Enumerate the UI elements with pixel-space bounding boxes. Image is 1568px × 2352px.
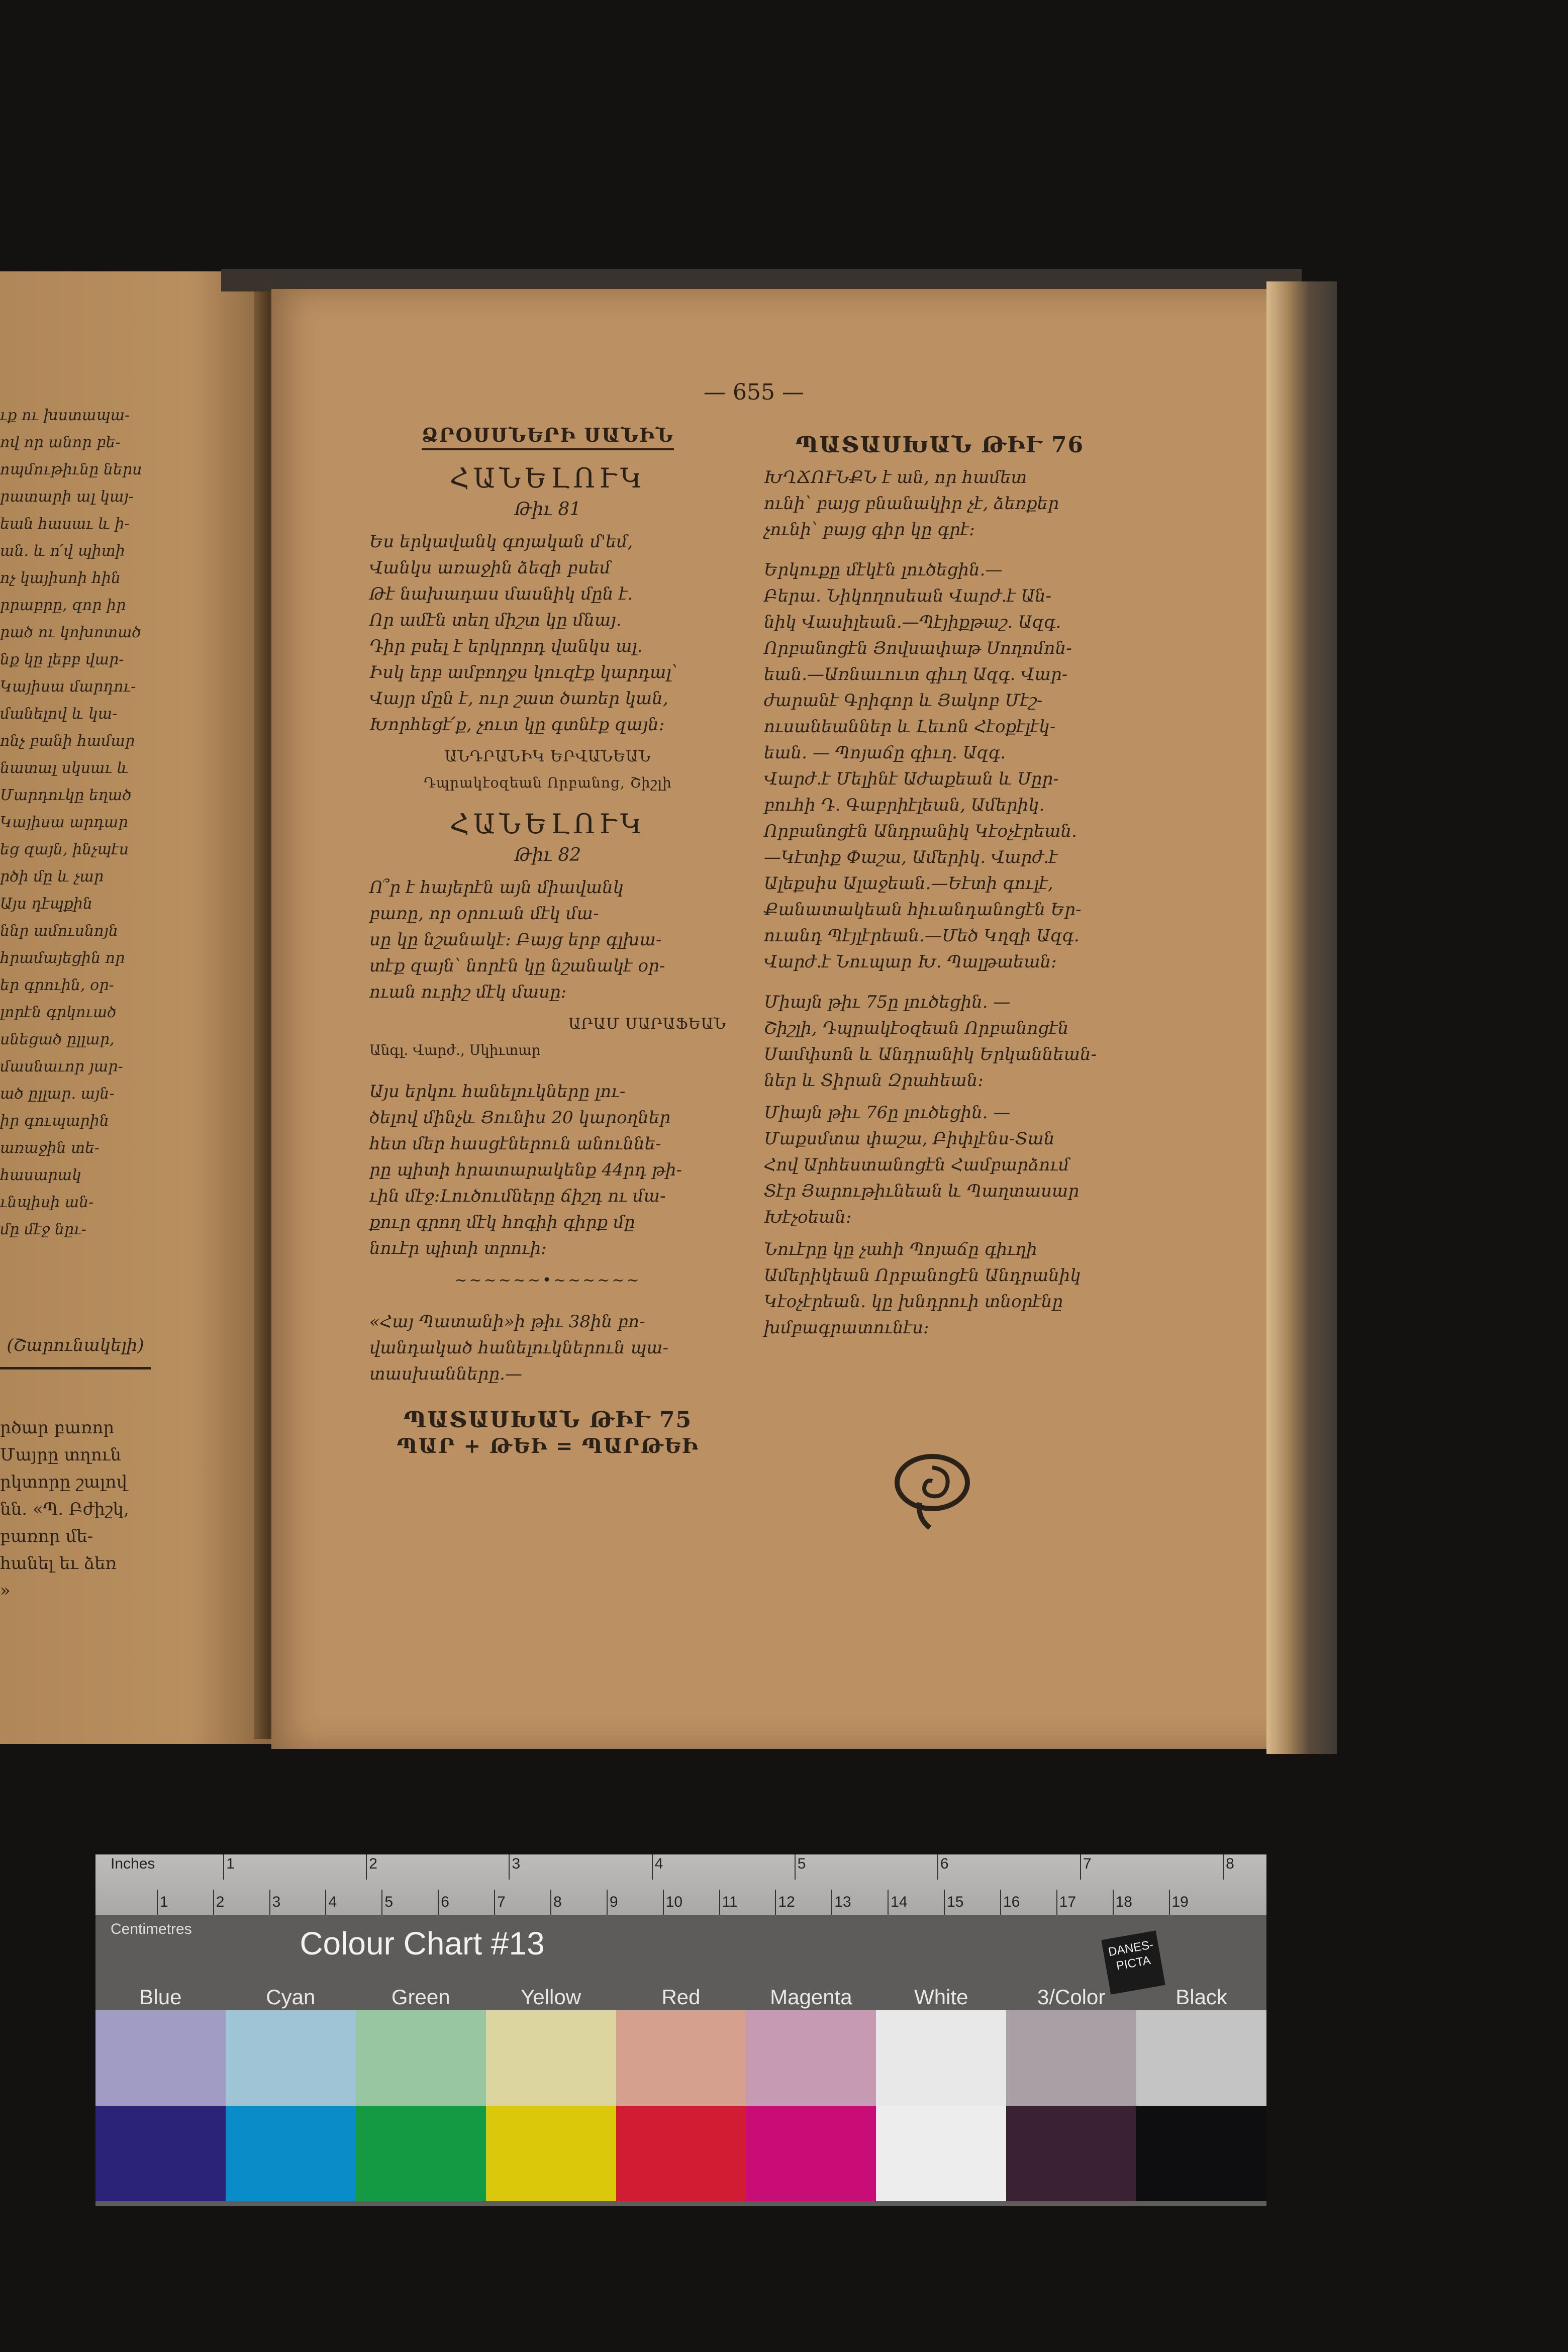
text-line: Մայրը տղուն — [0, 1445, 121, 1465]
text-line: սը կը նշանակէ։ Բայց երբ գլխա- — [369, 930, 662, 950]
ornament-divider: ~~~~~~•~~~~~~ — [454, 1271, 641, 1289]
solvers-75 — [764, 989, 1116, 1094]
text-line: իր գուպարին — [0, 1112, 109, 1130]
text-line: Միայն թիւ 75ը լուծեցին. — — [764, 992, 1011, 1012]
closing-note — [764, 1236, 1116, 1341]
chart-title: Colour Chart #13 — [300, 1925, 545, 1962]
answer75-title: ՊԱՏԱՍԽԱՆ ԹԻՒ 75 — [403, 1407, 693, 1433]
text-line: նատալ սկսաւ և — [0, 759, 129, 777]
notice-paragraph — [369, 1079, 726, 1261]
cm-tick-label: 5 — [384, 1894, 394, 1910]
swatch-label: Black — [1175, 1985, 1227, 2009]
text-line: առաջին տե- — [0, 1139, 100, 1157]
text-line: Ալեքսիս Ալաջեան.—Եէտի գուլէ, — [764, 873, 1053, 894]
color-swatch — [876, 2010, 1006, 2106]
text-line: հրամայեցին որ — [0, 949, 125, 967]
cm-tick — [944, 1890, 945, 1915]
answers-column — [764, 432, 1116, 1347]
puzzle2-author: ԱՐԱՄ ՍԱՐԱՖԵԱՆ — [568, 1015, 726, 1033]
text-line: տասխանները.— — [369, 1364, 522, 1384]
text-line: Կայիսա արդար — [0, 814, 128, 831]
puzzle1-school: Դպրակէօզեան Որբանոց, Շիշլի — [424, 774, 672, 791]
text-line: Շիշլի, Դպրակէօզեան Որբանոցէն — [764, 1018, 1069, 1038]
inch-tick-label: 2 — [369, 1855, 377, 1872]
text-line: Հով Արհեստանոցէն Համբարձում — [764, 1155, 1069, 1175]
centimetres-label: Centimetres — [111, 1921, 192, 1937]
color-swatch — [616, 2106, 746, 2201]
ornament-emblem-icon — [890, 1447, 975, 1538]
cm-tick — [607, 1890, 608, 1915]
cm-tick — [775, 1890, 776, 1915]
text-line: լորէն գրկուած — [0, 1004, 117, 1021]
cm-tick-label: 1 — [159, 1894, 168, 1910]
text-line: Երկուքը մէկէն լուծեցին.— — [764, 560, 1003, 580]
puzzle2-number: Թիւ 82 — [514, 845, 581, 865]
text-line: ած ըլլար. այն- — [0, 1085, 115, 1103]
answer76-text — [764, 464, 1116, 543]
footnote-paragraph — [369, 1309, 726, 1387]
color-swatch — [876, 2106, 1006, 2201]
brand-logo: DANES-PICTA — [1101, 1930, 1165, 1994]
swatch-row-dark — [95, 2106, 1266, 2201]
text-line: եան. — Պոյաճը գիւղ. Ազգ. — [764, 743, 1006, 763]
text-line: ոչ կայիսոի հին — [0, 569, 121, 587]
colour-chart — [95, 1854, 1266, 2206]
text-line: Կայիսա մարդու- — [0, 678, 136, 696]
spine-top — [221, 269, 1302, 291]
puzzles-column — [369, 422, 726, 1459]
left-page-bottom-text — [0, 1335, 151, 1604]
text-line: Տէր Յարութիւնեան և Պաղտասար — [764, 1181, 1080, 1201]
color-swatch — [356, 2106, 486, 2201]
inch-tick — [223, 1854, 224, 1880]
inch-tick-label: 3 — [512, 1855, 521, 1872]
text-line: ուսանեաններ և Լեւոն Հէօքէլէկ- — [764, 717, 1056, 737]
text-line: եց զայն, ինչպէս — [0, 841, 129, 858]
puzzle2-text — [369, 874, 726, 1005]
text-line: րած ու կոխոտած — [0, 624, 141, 641]
answer75-formula: ՊԱՐ + ԹԵԻ = ՊԱՐԹԵԻ — [397, 1434, 699, 1458]
text-line: ւնպիսի ան- — [0, 1194, 94, 1211]
color-swatch — [95, 2010, 226, 2106]
text-line: հետ մեր հասցէներուն անուննե- — [369, 1134, 661, 1154]
solvers-both — [764, 557, 1116, 975]
color-swatch — [226, 2010, 356, 2106]
text-line: ոպմութիւնը ներս — [0, 461, 142, 478]
text-line: րկտորը շալով — [0, 1472, 128, 1492]
cm-tick — [1169, 1890, 1170, 1915]
cm-tick-label: 10 — [665, 1894, 683, 1910]
text-line: սնեցած ըլլար, — [0, 1031, 115, 1048]
color-swatch — [1006, 2106, 1136, 2201]
color-swatch — [746, 2106, 876, 2201]
text-line: Բերա. Նիկողոսեան Վարժ.է Ան- — [764, 586, 1052, 606]
measurement-ruler — [95, 1854, 1266, 1937]
inch-tick — [1223, 1854, 1224, 1880]
cm-tick-label: 2 — [216, 1894, 225, 1910]
text-line: Թէ նախադաս մասնիկ մըն է. — [369, 584, 633, 604]
text-line: րծար բառոր — [0, 1418, 115, 1438]
text-line: ւք ու խստապա- — [0, 407, 130, 424]
inch-tick — [1080, 1854, 1081, 1880]
swatch-label: Magenta — [770, 1985, 852, 2009]
text-line: Միայն թիւ 76ը լուծեցին. — — [764, 1103, 1011, 1123]
inch-tick-label: 4 — [654, 1855, 663, 1872]
cm-tick — [663, 1890, 664, 1915]
text-line: եան հասաւ և ի- — [0, 515, 130, 533]
section-heading: ՁՐՕՍՍՆԵՐԻ ՍԱՆԻՆ — [422, 422, 674, 450]
cm-tick — [494, 1890, 495, 1915]
color-swatch — [746, 2010, 876, 2106]
color-swatch — [356, 2010, 486, 2106]
text-line: րը պիտի հրատարակենք 44րդ թի- — [369, 1160, 682, 1180]
cm-tick-label: 19 — [1171, 1894, 1189, 1910]
signoff: (Շարունակելի) — [7, 1335, 144, 1355]
text-line: Խորհեցէ՛ք, չուտ կը գտնէք զայն։ — [369, 715, 665, 735]
cm-tick — [213, 1890, 214, 1915]
inch-tick — [652, 1854, 653, 1880]
text-line: նիկ Վասիլեան.—Պէյիքթաշ. Ազգ. — [764, 612, 1061, 632]
text-line: Որ ամէն տեղ միշտ կը մնայ. — [369, 610, 622, 630]
cm-tick — [438, 1890, 439, 1915]
color-swatch — [1136, 2106, 1266, 2201]
text-line: Վարժ.է Մելինէ Աժաքեան և Սըր- — [764, 769, 1059, 789]
inch-tick — [937, 1854, 938, 1880]
book-cover-edge — [1266, 281, 1337, 1754]
color-swatch — [95, 2106, 226, 2201]
color-swatch — [1136, 2010, 1266, 2106]
swatch-label: 3/Color — [1037, 1985, 1106, 2009]
text-line: ուանդ Պէյլէրեան.—Մեծ Կղզի Ազգ. — [764, 926, 1080, 946]
text-line: մասնաւոր յար- — [0, 1058, 123, 1075]
cm-tick — [831, 1890, 832, 1915]
inch-tick — [366, 1854, 367, 1880]
text-line: ով որ անոր բե- — [0, 434, 121, 451]
cm-tick-label: 4 — [328, 1894, 337, 1910]
inch-tick-label: 7 — [1083, 1855, 1092, 1872]
cm-tick-label: 7 — [497, 1894, 506, 1910]
text-line: ոնչ բանի համար — [0, 732, 135, 750]
text-line: մանելով և կա- — [0, 705, 118, 723]
cm-tick-label: 3 — [272, 1894, 281, 1910]
puzzle1-author: ԱՆԴՐԱՆԻԿ ԵՐՎԱՆԵԱՆ — [444, 748, 651, 765]
text-line: —Կէտիք Փաշա, Ամերիկ. Վարժ.է — [764, 847, 1058, 867]
text-line: նն. «Պ. Բժիշկ, — [0, 1499, 129, 1519]
text-line: Ես երկավանկ գոյական մ'եմ, — [369, 532, 633, 552]
cm-tick-label: 6 — [441, 1894, 449, 1910]
puzzle1-number: Թիւ 81 — [514, 499, 581, 520]
text-line: չունի՝ բայց գիր կը գրէ։ — [764, 520, 975, 540]
inch-tick-label: 1 — [226, 1855, 235, 1872]
cm-tick-label: 9 — [609, 1894, 618, 1910]
answer76-title: ՊԱՏԱՍԽԱՆ ԹԻՒ 76 — [795, 432, 1085, 458]
text-line: բառը, որ օրուան մէկ մա- — [369, 904, 599, 924]
cm-tick — [157, 1890, 158, 1915]
text-line: ուան ուրիշ մէկ մասը։ — [369, 982, 567, 1002]
text-line: ննր ամուսնոյն — [0, 922, 118, 940]
cm-tick-label: 13 — [834, 1894, 851, 1910]
cm-tick — [550, 1890, 551, 1915]
text-line: Դիր բսել է երկրորդ վանկս ալ. — [369, 636, 643, 656]
text-line: խմբագրատունէս։ — [764, 1318, 929, 1338]
text-line: Իսկ երբ ամբողջս կուզէք կարդալ՝ — [369, 662, 678, 682]
left-page-rule — [0, 1367, 151, 1369]
puzzle1-title: ՀԱՆԵԼՈՒԿ — [449, 462, 646, 494]
text-line: ունի՝ բայց բնանակիր չէ, ձեռքեր — [764, 494, 1059, 514]
text-line: ներ և Տիրան Զրահեան։ — [764, 1070, 984, 1091]
text-line: Մաքսմտա փաշա, Բիփլէնս-Տան — [764, 1129, 1055, 1149]
swatch-label: Yellow — [521, 1985, 581, 2009]
left-page-text — [0, 402, 151, 1243]
swatch-label: Blue — [139, 1985, 182, 2009]
swatch-label: Cyan — [266, 1985, 316, 2009]
cm-tick-label: 16 — [1003, 1894, 1020, 1910]
cm-tick — [888, 1890, 889, 1915]
text-line: Այս երկու հանելուկները լու- — [369, 1082, 626, 1102]
text-line: մը մէջ նըւ- — [0, 1221, 86, 1238]
cm-tick — [325, 1890, 326, 1915]
text-line: Կէօչէրեան. կը խնդրուի տնօրէնը — [764, 1292, 1063, 1312]
text-line: նք կը լեբբ վար- — [0, 651, 124, 668]
color-swatch — [226, 2106, 356, 2201]
text-line: նուէր պիտի տրուի։ — [369, 1238, 547, 1258]
text-line: քուր գրող մէկ հոգիի գիրք մը — [369, 1212, 635, 1232]
cm-tick — [1000, 1890, 1001, 1915]
text-line: » — [0, 1581, 11, 1601]
text-line: Խէչօեան։ — [764, 1207, 852, 1227]
color-swatch — [1006, 2010, 1136, 2106]
text-line: Այս դէպքին — [0, 895, 92, 913]
inch-tick — [795, 1854, 796, 1880]
text-line: րատարի ալ կայ- — [0, 488, 134, 506]
text-line: հանել եւ ձեռ — [0, 1553, 117, 1574]
swatch-row-light — [95, 2010, 1266, 2106]
inches-label: Inches — [111, 1855, 155, 1872]
text-line: բուհի Դ. Գաբրիէլեան, Ամերիկ. — [764, 795, 1045, 815]
text-line: Նուէրը կը չահի Պոյաճը գիւղի — [764, 1239, 1037, 1259]
color-swatch — [486, 2106, 616, 2201]
text-line: բառոր մե- — [0, 1526, 93, 1546]
cm-tick-label: 15 — [947, 1894, 964, 1910]
text-line: ժարանէ Գրիգոր և Յակոբ Մէշ- — [764, 691, 1043, 711]
inch-tick-label: 6 — [940, 1855, 949, 1872]
text-line: վանդակած հանելուկներուն պա- — [369, 1338, 669, 1358]
swatch-labels — [95, 1985, 1266, 2010]
color-swatch — [486, 2010, 616, 2106]
text-line: ծելով մինչև Յունիս 20 կարօղներ — [369, 1108, 671, 1128]
cm-tick — [1056, 1890, 1057, 1915]
cm-tick-label: 8 — [553, 1894, 562, 1910]
puzzle1-verse — [369, 529, 726, 738]
cm-tick-label: 17 — [1059, 1894, 1076, 1910]
swatch-label: Red — [661, 1985, 701, 2009]
text-line: Ո՞ր է հայերէն այն միավանկ — [369, 877, 624, 898]
inch-tick — [509, 1854, 510, 1880]
text-line: եր գրուին, օր- — [0, 976, 114, 994]
text-line: ւին մէջ։Լուծումները ճիշդ ու մա- — [369, 1186, 666, 1206]
swatch-label: Green — [391, 1985, 450, 2009]
cm-tick-label: 12 — [778, 1894, 795, 1910]
text-line: ան. և ո՛վ պիտի — [0, 542, 125, 560]
puzzle2-title: ՀԱՆԵԼՈՒԿ — [449, 808, 646, 840]
text-line: Վարժ.է Նուպար Խ. Պալթաեան։ — [764, 952, 1057, 972]
text-line: Մարդուկը եղած — [0, 787, 132, 804]
cm-tick — [269, 1890, 270, 1915]
inch-tick-label: 8 — [1226, 1855, 1234, 1872]
text-line: Քանատակեան հիւանդանոցէն Եր- — [764, 900, 1082, 920]
cm-tick-label: 18 — [1115, 1894, 1132, 1910]
cm-tick — [719, 1890, 720, 1915]
solvers-76 — [764, 1100, 1116, 1230]
inch-tick-label: 5 — [797, 1855, 806, 1872]
text-line: եան.—Առնաւուտ գիւղ Ազգ. Վար- — [764, 664, 1068, 684]
text-line: «Հայ Պատանի»ի թիւ 38ին բո- — [369, 1312, 645, 1332]
cm-tick — [1113, 1890, 1114, 1915]
text-line: Որբանոցէն Յովսափաթ Սողոմոն- — [764, 638, 1072, 658]
cm-tick-label: 14 — [891, 1894, 908, 1910]
text-line: Սամփսոն և Անդրանիկ Երկաննեան- — [764, 1044, 1097, 1064]
text-line: Որբանոցէն Անդրանիկ Կէօչէրեան. — [764, 821, 1077, 841]
text-line: րծի մը և չար — [0, 868, 104, 886]
swatch-label: White — [914, 1985, 968, 2009]
color-swatch — [616, 2010, 746, 2106]
text-line: հասարակ — [0, 1166, 81, 1184]
cm-tick-label: 11 — [722, 1894, 738, 1910]
page-number: — 655 — — [704, 379, 804, 405]
text-line: տէք զայն՝ նորէն կը նշանակէ օր- — [369, 956, 665, 976]
text-line: Վայր մըն է, ուր շատ ծառեր կան, — [369, 689, 668, 709]
text-line: ԽՂՃՈՒՆՔՆ է ան, որ համետ — [764, 467, 1027, 487]
text-line: Ամերիկեան Որբանոցէն Անդրանիկ — [764, 1265, 1081, 1286]
text-line: րրաբրը, զոր իր — [0, 597, 126, 614]
text-line: Վանկս առաջին ձեզի բսեմ — [369, 558, 611, 578]
puzzle2-school: Անգլ. Վարժ., Սկիւտար — [369, 1042, 541, 1058]
cm-tick — [381, 1890, 382, 1915]
